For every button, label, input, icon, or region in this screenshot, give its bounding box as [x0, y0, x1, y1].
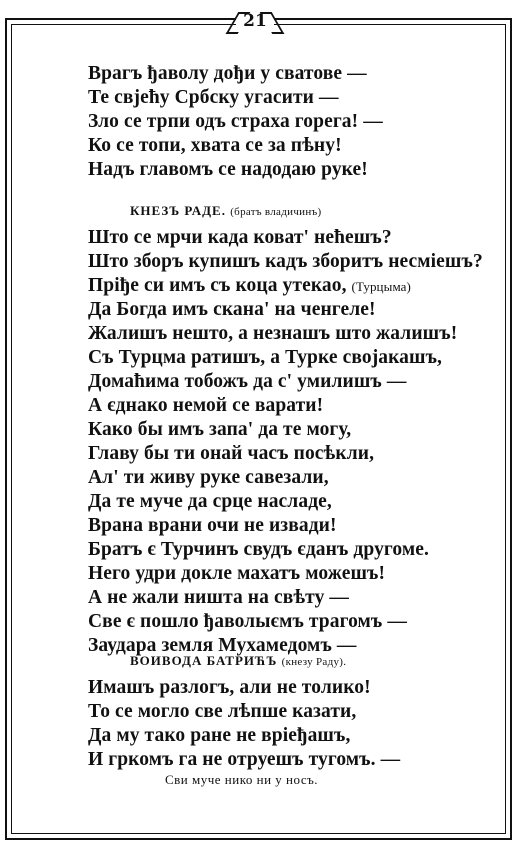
verse-line: И гркомъ га не отруешъ тугомъ. — [88, 749, 401, 770]
verse-line: Врана врани очи не извади! [88, 515, 337, 536]
verse-line: Да Богда имъ скана' на ченгеле! [88, 299, 376, 320]
speaker-heading-knez-rade [130, 203, 520, 219]
verse-line: Како бы имъ запа' да те могу, [88, 419, 352, 440]
verse-line: Ко се топи, хвата се за пѣну! [88, 135, 342, 156]
verse-line: А єднако немой се варати! [88, 395, 324, 416]
verse-line: Съ Турцма ратишъ, а Турке својакашъ, [88, 347, 443, 368]
verse-line: Све є пошло ђаволыємъ трагомъ — [88, 611, 407, 632]
verse-line: Домаћима тобожъ да с' умилишъ — [88, 371, 407, 392]
verse-line: Надъ главомъ се надодаю руке! [88, 159, 368, 180]
verse-line: Имашъ разлогъ, али не толико! [88, 677, 371, 698]
verse-line: Жалишъ нешто, а незнашъ што жалишъ! [88, 323, 458, 344]
verse-line: Заудара земля Мухамедомъ — [88, 635, 357, 656]
verse-note: (Турцыма) [351, 279, 411, 294]
verse-line: Врагъ ђаволу дођи у сватове — [88, 63, 367, 84]
verse-line: Братъ є Турчинъ свудъ єданъ другоме. [88, 539, 429, 560]
page-number: 21 [236, 9, 274, 33]
stage-direction: Сви муче нико ни у носъ. [165, 772, 319, 787]
verse-line: То се могло све лѣпше казати, [88, 701, 357, 722]
speaker-note: (кнезу Раду). [281, 656, 347, 668]
speaker-name: ВОИВОДА БАТРИЋЪ [130, 653, 278, 668]
verse-line: Те свјећу Србску угасити — [88, 87, 339, 108]
verse-line: Него удри докле махатъ можешъ! [88, 563, 386, 584]
verse-text: Прiђе си имъ съ коца утекао, [88, 275, 347, 296]
verse-line: А не жали ништа на свѣту — [88, 587, 350, 608]
verse-line: Да му тако ране не врiеђашъ, [88, 725, 351, 746]
verse-line: Зло се трпи одъ страха горега! — [88, 111, 383, 132]
verse-line: Ал' ти живу руке савезали, [88, 467, 329, 488]
verse-line: Што се мрчи када коват' нећешъ? [88, 227, 392, 248]
speaker-note: (братъ владичинъ) [230, 206, 322, 218]
verse-line: Што зборъ купишъ кадъ зборитъ несмiешъ? [88, 251, 483, 272]
verse-line: Да те муче да срце насладе, [88, 491, 332, 512]
speaker-name: КНЕЗЪ РАДЕ. [130, 203, 226, 218]
verse-line: Главу бы ти онай часъ посѣкли, [88, 443, 375, 464]
verse-line [88, 274, 488, 299]
speaker-heading-voivoda-batric [130, 653, 520, 669]
